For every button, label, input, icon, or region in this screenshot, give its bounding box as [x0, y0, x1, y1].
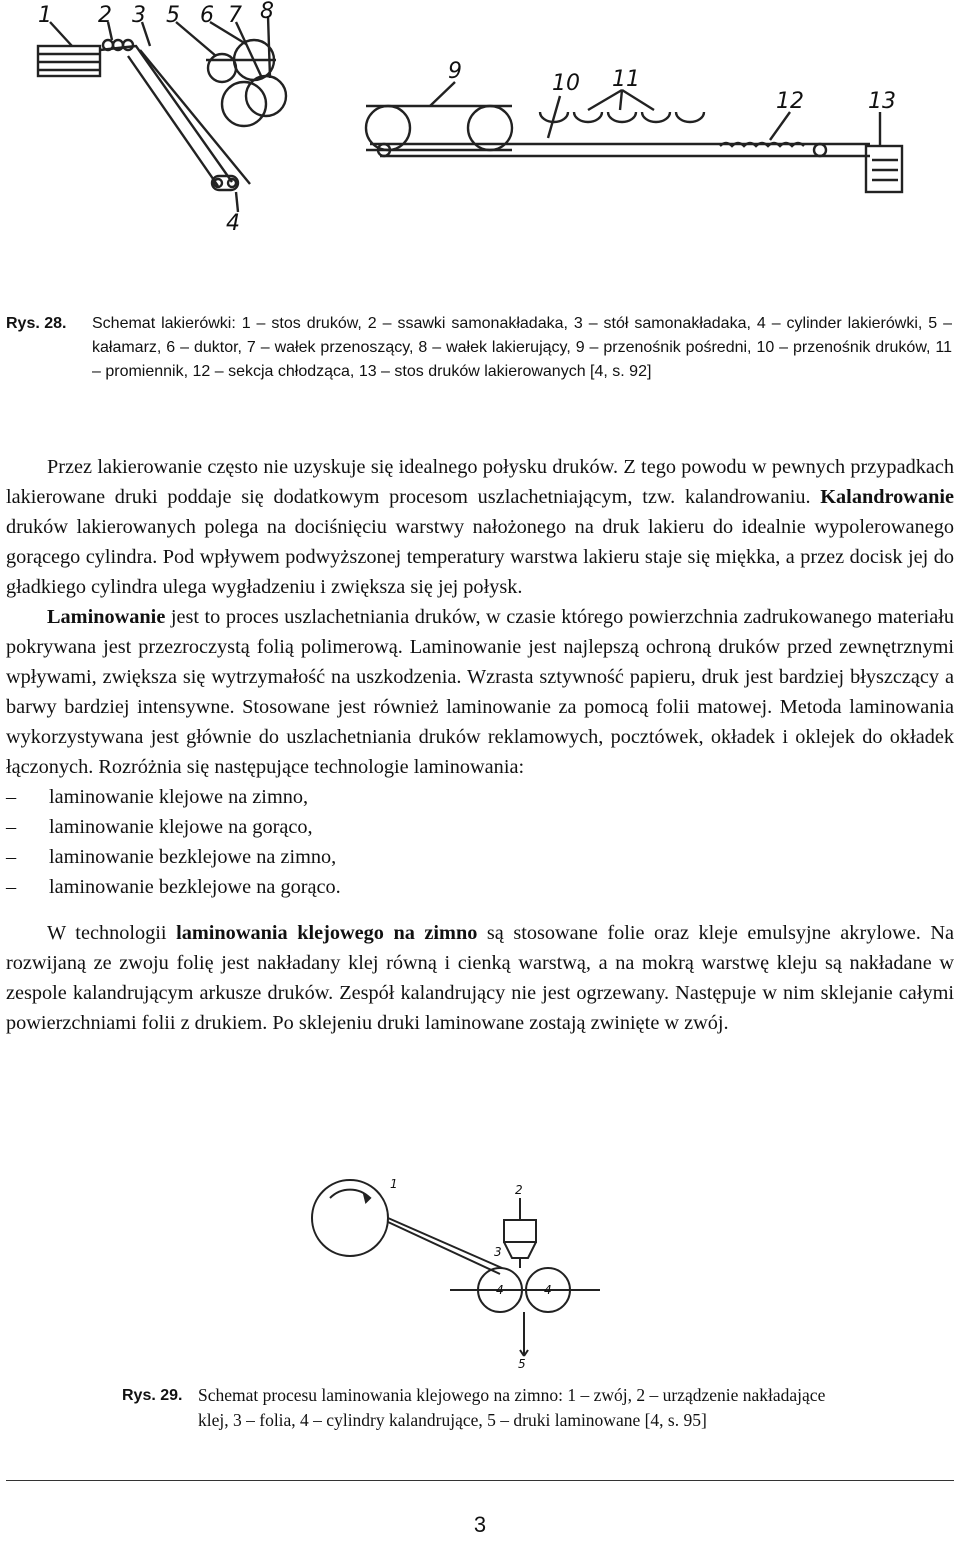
fig1-label-13: 13 [868, 89, 896, 114]
fig1-label-1: 1 [38, 3, 52, 28]
paragraph-text: są stosowane folie oraz kleje emulsyjne akrylowe. Na rozwijaną ze zwoju folię jest nakładany klej równą i cienką warstwą, a na mokrą warstwę kleju są nakładane w zespole kalandrującym arkusze druków. Zespół kalandrujący nie jest ogrzewany. Następuje w nim sklejanie całymi powierzchniami folii z drukiem. Po sklejeniu druki laminowane zostają zwinięte w zwój. [6, 922, 955, 1034]
page-number: 3 [473, 1512, 487, 1537]
paragraph-cold-laminating [6, 918, 954, 1038]
fig1-label-8: 8 [260, 0, 274, 24]
caption-text: Schemat lakierówki: 1 – stos druków, 2 – ssawki samonakładaka, 3 – stół samonakładaka, 4 – cylinder lakierówki, 5 – kałamarz, 6 – duktor, 7 – wałek przenoszący, 8 – wałek lakierujący, 9 – przenośnik pośredni, 10 – przenośnik druków, 11 – promiennik, 12 – sekcja chłodząca, 13 – stos druków lakierowanych [4, s. 92] [92, 315, 952, 380]
paragraph-text: W technologii [47, 922, 177, 944]
list-item-text: laminowanie klejowe na gorąco, [49, 816, 313, 838]
list-item-text: laminowanie klejowe na zimno, [49, 786, 309, 808]
fig1-label-9: 9 [448, 59, 462, 84]
fig1-label-11: 11 [612, 67, 640, 92]
list-item-text: laminowanie bezklejowe na gorąco. [49, 876, 341, 898]
varnishing-machine-diagram [0, 0, 960, 300]
caption-label: Rys. 28. [6, 315, 67, 332]
dash-bullet: – [6, 876, 17, 898]
fig2-label-5: 5 [518, 1357, 526, 1370]
list-item [6, 872, 954, 902]
fig1-label-12: 12 [776, 89, 804, 114]
list-item [6, 782, 954, 812]
paragraph-text: jest to proces uszlachetniania druków, w czasie którego powierzchnia zadrukowanego materiału pokrywana jest przezroczystą folią polimerową. Laminowanie jest najlepszą ochroną druków przed zewnętrznymi wpływami, zwiększa się wytrzymałość na uszkodzenia. Wzrasta sztywność papieru, druk jest bardziej błyszczący a barwy bardziej intensywne. Stosowane jest również laminowanie za pomocą folii matowej. Metoda laminowania wykorzystywana jest głównie do uszlachetniania druków reklamowych, pocztówek, okładek i oklejek do okładek łączonych. Rozróżnia się następujące technologie laminowania: [6, 606, 954, 778]
dash-bullet: – [6, 846, 17, 868]
paragraph-text: druków lakierowanych polega na dociśnięciu warstwy nałożonego na druk lakieru do idealnie wypolerowanego gorącego cylindra. Pod wpływem podwyższonej temperatury warstwa lakieru staje się miękka, a przez docisk jej do gładkiego cylindra ulega wygładzeniu i zwiększa się jej połysk. [6, 516, 954, 598]
dash-bullet: – [6, 786, 17, 808]
laminating-diagram [300, 1170, 620, 1370]
fig1-label-10: 10 [552, 71, 580, 96]
paragraph-text: Przez lakierowanie często nie uzyskuje się idealnego połysku druków. Z tego powodu w pewnych przypadkach lakierowane druki poddaje się dodatkowym procesom uszlachetniającym, tzw. kalandrowaniu. [6, 456, 954, 508]
term-laminowanie: Laminowanie [47, 606, 166, 628]
fig1-label-2: 2 [98, 3, 112, 28]
caption-label: Rys. 29. [122, 1387, 183, 1404]
term-cold-laminating: laminowania klejowego na zimno [176, 922, 478, 944]
fig1-label-7: 7 [228, 3, 242, 28]
list-item-text: laminowanie bezklejowe na zimno, [49, 846, 337, 868]
fig1-label-6: 6 [200, 3, 214, 28]
fig1-label-5: 5 [166, 3, 180, 28]
list-item [6, 812, 954, 842]
fig1-label-4: 4 [226, 211, 240, 236]
term-kalandrowanie: Kalandrowanie [820, 486, 954, 508]
fig1-label-3: 3 [132, 3, 146, 28]
fig2-label-3: 3 [494, 1245, 502, 1259]
paragraph-laminating [6, 602, 954, 782]
fig2-label-1: 1 [390, 1177, 398, 1191]
dash-bullet: – [6, 816, 17, 838]
technology-list [6, 782, 954, 902]
caption-text: Schemat procesu laminowania klejowego na zimno: 1 – zwój, 2 – urządzenie nakładające klej, 3 – folia, 4 – cylindry kalandrujące, 5 – druki laminowane [4, s. 95] [198, 1385, 826, 1430]
footer-divider [6, 1480, 954, 1481]
body-text [6, 452, 954, 1038]
paragraph-calendering [6, 452, 954, 602]
fig2-label-4b: 4 [544, 1283, 552, 1297]
list-item [6, 842, 954, 872]
fig2-label-4a: 4 [496, 1283, 504, 1297]
fig2-label-2: 2 [515, 1183, 523, 1197]
